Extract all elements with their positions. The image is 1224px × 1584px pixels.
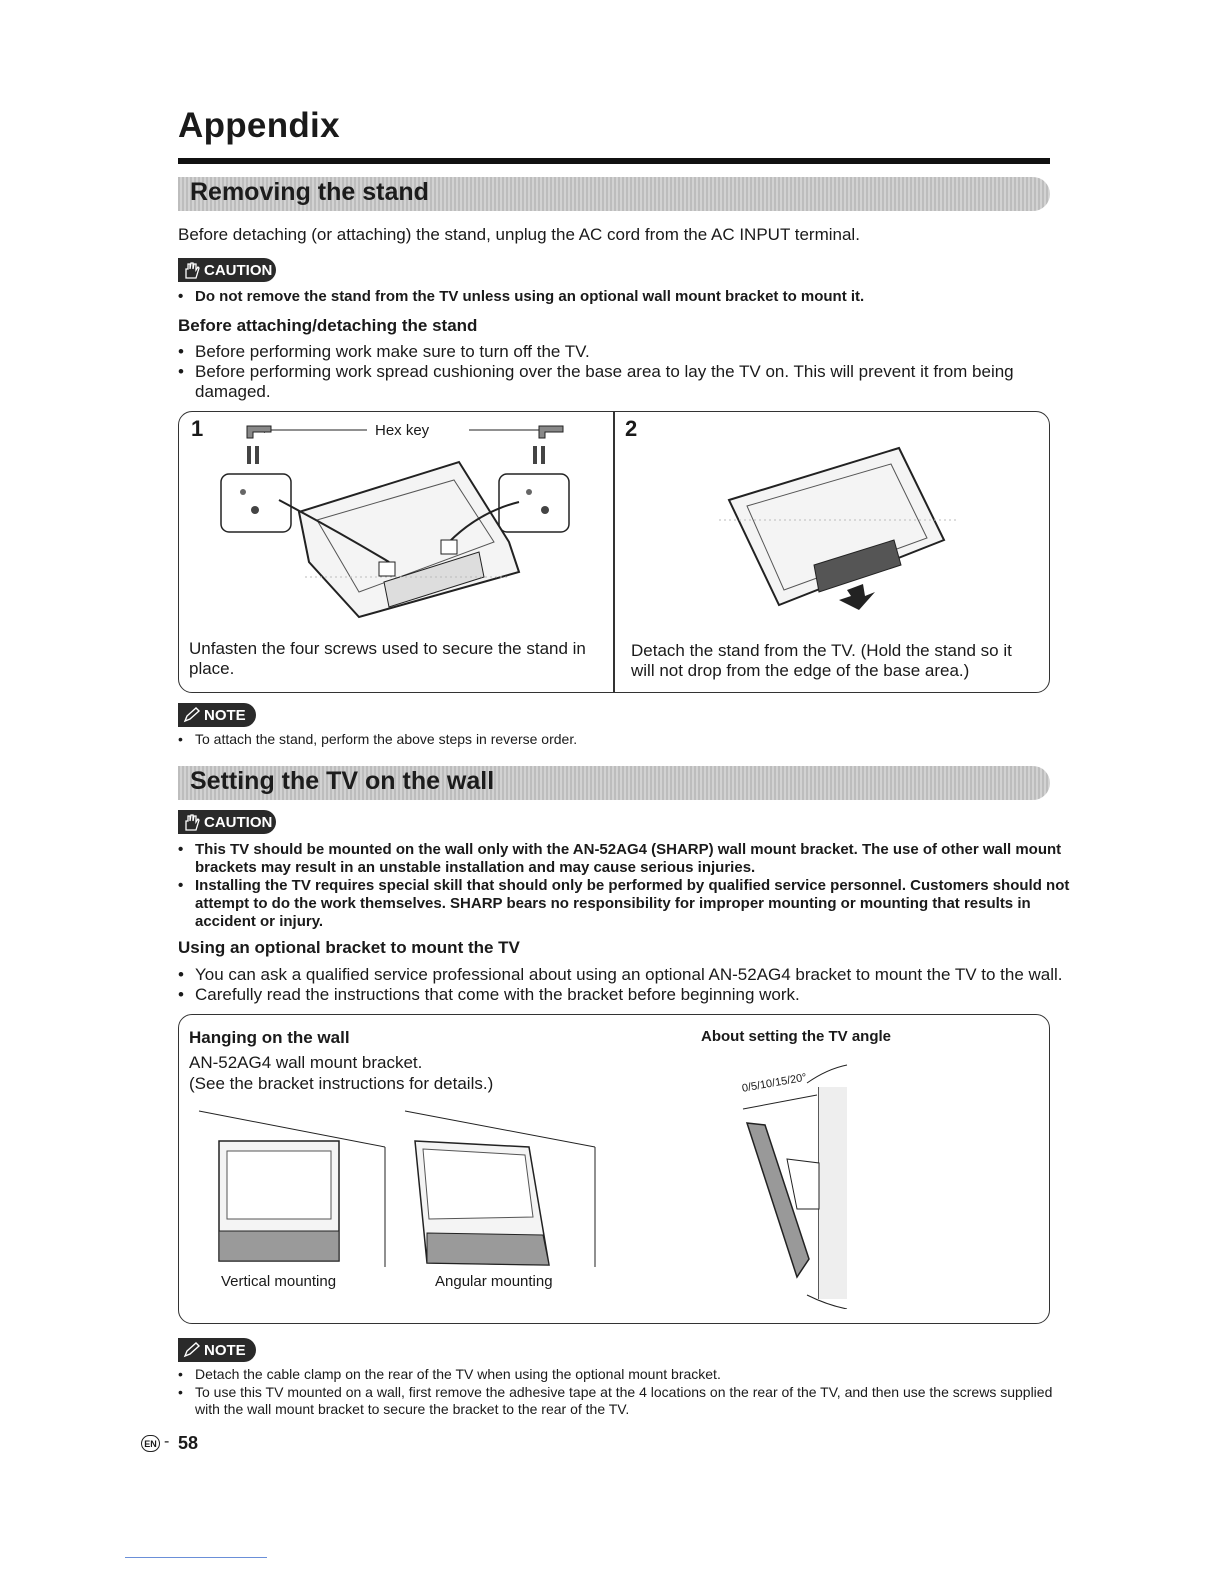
angular-mounting-illustration bbox=[399, 1109, 599, 1269]
intro-text: Before detaching (or attaching) the stand, unplug the AC cord from the AC INPUT terminal. bbox=[178, 225, 860, 244]
step2-text: Detach the stand from the TV. (Hold the stand so it will not drop from the edge of the base area.) bbox=[631, 641, 1012, 680]
note-label: NOTE bbox=[204, 1341, 246, 1359]
caution-item: • Installing the TV requires special skill that should only be performed by qualified service personnel. Customers should not attempt to do the work themselves. SHARP bears no responsibility for improper mounting or mounting that results in accident or injury. bbox=[178, 877, 1075, 931]
note-item: • To attach the stand, perform the above steps in reverse order. bbox=[178, 731, 1055, 748]
bottom-rule bbox=[125, 1557, 267, 1558]
page-number: 58 bbox=[178, 1433, 199, 1453]
step-number: 1 bbox=[191, 416, 204, 441]
hand-icon bbox=[182, 261, 202, 279]
caution-tag bbox=[178, 810, 276, 834]
note-item: • Detach the cable clamp on the rear of the TV when using the optional mount bracket. bbox=[178, 1366, 1055, 1383]
caution-label: CAUTION bbox=[204, 261, 273, 279]
caution-item: • Do not remove the stand from the TV unless using an optional wall mount bracket to mount it. bbox=[178, 288, 1075, 306]
note-tag bbox=[178, 703, 256, 727]
angle-title: About setting the TV angle bbox=[701, 1028, 891, 1045]
angle-values-label: 0/5/10/15/20° bbox=[741, 1071, 808, 1095]
caution-label: CAUTION bbox=[204, 813, 273, 831]
hex-key-label: Hex key bbox=[375, 422, 430, 439]
footer-separator: - bbox=[164, 1433, 170, 1450]
tv-angle-illustration bbox=[727, 1059, 867, 1309]
step2-illustration bbox=[719, 440, 959, 620]
section-heading: Setting the TV on the wall bbox=[190, 767, 495, 795]
caution-tag bbox=[178, 258, 276, 282]
steps-divider bbox=[613, 412, 615, 692]
pencil-icon bbox=[182, 1341, 202, 1359]
section-band-removing bbox=[178, 177, 1050, 211]
steps-box bbox=[178, 411, 1050, 693]
caution-item: • This TV should be mounted on the wall only with the AN-52AG4 (SHARP) wall mount bracket. The use of other wall mount brackets may result in an unstable installation and may cause serious injuries. bbox=[178, 841, 1075, 877]
hanging-line2: (See the bracket instructions for details.) bbox=[189, 1074, 494, 1093]
step1-illustration bbox=[209, 412, 589, 637]
section-heading: Removing the stand bbox=[190, 178, 429, 206]
pencil-icon bbox=[182, 706, 202, 724]
note-tag bbox=[178, 1338, 256, 1362]
page-title: Appendix bbox=[178, 106, 340, 145]
note-label: NOTE bbox=[204, 706, 246, 724]
vertical-mounting-illustration bbox=[193, 1109, 393, 1269]
hanging-box bbox=[178, 1014, 1050, 1324]
bullet-item: • Before performing work make sure to turn off the TV. bbox=[178, 342, 1055, 362]
subheading: Using an optional bracket to mount the TV bbox=[178, 938, 520, 957]
title-rule bbox=[178, 158, 1050, 164]
bullet-item: • You can ask a qualified service professional about using an optional AN-52AG4 bracket to mount the TV to the wall. bbox=[178, 965, 1075, 985]
hanging-title: Hanging on the wall bbox=[189, 1028, 350, 1047]
hanging-line1: AN-52AG4 wall mount bracket. bbox=[189, 1053, 423, 1072]
language-badge: EN bbox=[141, 1435, 160, 1452]
hand-icon bbox=[182, 813, 202, 831]
vertical-label: Vertical mounting bbox=[221, 1273, 337, 1290]
angular-label: Angular mounting bbox=[435, 1273, 553, 1290]
section-band-wall bbox=[178, 766, 1050, 800]
note-item: • To use this TV mounted on a wall, first remove the adhesive tape at the 4 locations on the rear of the TV, and then use the screws supplied with the wall mount bracket to secure the bracket to the rear of the TV. bbox=[178, 1384, 1055, 1418]
bullet-item: • Before performing work spread cushioning over the base area to lay the TV on. This will prevent it from being damaged. bbox=[178, 362, 1055, 402]
bullet-item: • Carefully read the instructions that come with the bracket before beginning work. bbox=[178, 985, 1075, 1005]
step1-text: Unfasten the four screws used to secure the stand in place. bbox=[189, 639, 586, 678]
step-number: 2 bbox=[625, 416, 638, 441]
subheading: Before attaching/detaching the stand bbox=[178, 316, 478, 335]
